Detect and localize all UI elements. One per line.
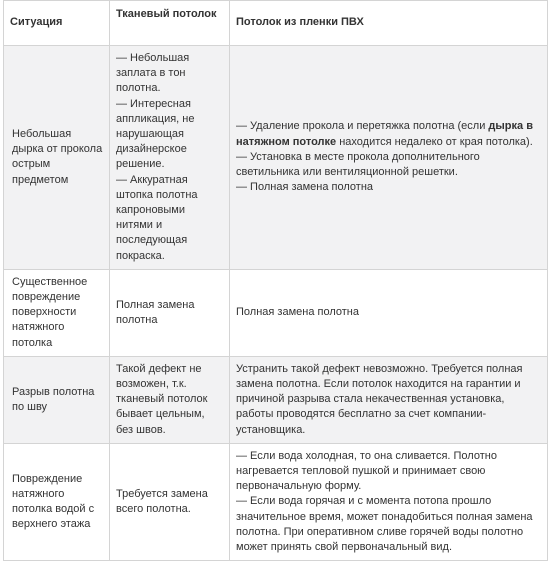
cell-pvc: Устранить такой дефект невозможно. Требуется полная замена полотна. Если потолок находится на гарантии и причиной разрыва стала некачественная установка, работы проводятся бесплатно за счет компании-установщика.	[230, 356, 548, 443]
header-pvc-ceiling: Потолок из пленки ПВХ	[230, 1, 548, 46]
cell-fabric	[110, 46, 230, 270]
table-row	[4, 443, 548, 560]
fabric-option: — Интересная аппликация, не нарушающая дизайнерское решение.	[116, 97, 195, 171]
cell-pvc	[230, 46, 548, 270]
cell-situation: Разрыв полотна по шву	[4, 356, 110, 443]
cell-fabric: Полная замена полотна	[110, 269, 230, 356]
fabric-option: — Небольшая заплата в тон полотна.	[116, 52, 190, 95]
table-row	[4, 46, 548, 270]
cell-fabric: Такой дефект не возможен, т.к. тканевый потолок бывает цельным, без швов.	[110, 356, 230, 443]
cell-pvc	[230, 443, 548, 560]
comparison-table-wrapper	[3, 0, 547, 561]
header-fabric-ceiling: Тканевый потолок	[110, 1, 230, 46]
table-row	[4, 269, 548, 356]
pvc-option: — Если вода горячая и с момента потопа прошло значительное время, может понадобиться полная замена полотна. При оперативном сливе горячей воды полотно может принять свой первоначальный вид.	[236, 495, 533, 554]
table-header-row	[4, 1, 548, 46]
pvc-option: — Полная замена полотна	[236, 181, 374, 194]
pvc-option: — Если вода холодная, то она сливается. Полотно нагревается тепловой пушкой и принимает свою первоначальную форму.	[236, 449, 497, 493]
cell-situation: Повреждение натяжного потолка водой с верхнего этажа	[4, 443, 110, 560]
keyword-link[interactable]: дырка в натяжном потолке	[236, 120, 533, 148]
pvc-option	[236, 119, 541, 149]
pvc-option-text: — Удаление прокола и перетяжка полотна (если	[236, 120, 489, 133]
pvc-option: — Установка в месте прокола дополнительного светильника или вентиляционной решетки.	[236, 150, 480, 179]
cell-fabric: Требуется замена всего полотна.	[110, 443, 230, 560]
cell-situation: Небольшая дырка от прокола острым предметом	[4, 46, 110, 270]
header-situation: Ситуация	[4, 1, 110, 46]
cell-situation: Существенное повреждение поверхности натяжного потолка	[4, 269, 110, 356]
fabric-option: — Аккуратная штопка полотна капроновыми нитями и последующая покраска.	[116, 173, 198, 262]
table-row	[4, 356, 548, 443]
comparison-table	[3, 0, 548, 561]
cell-pvc: Полная замена полотна	[230, 269, 548, 356]
pvc-option-text: находится недалеко от края потолка).	[336, 135, 533, 148]
